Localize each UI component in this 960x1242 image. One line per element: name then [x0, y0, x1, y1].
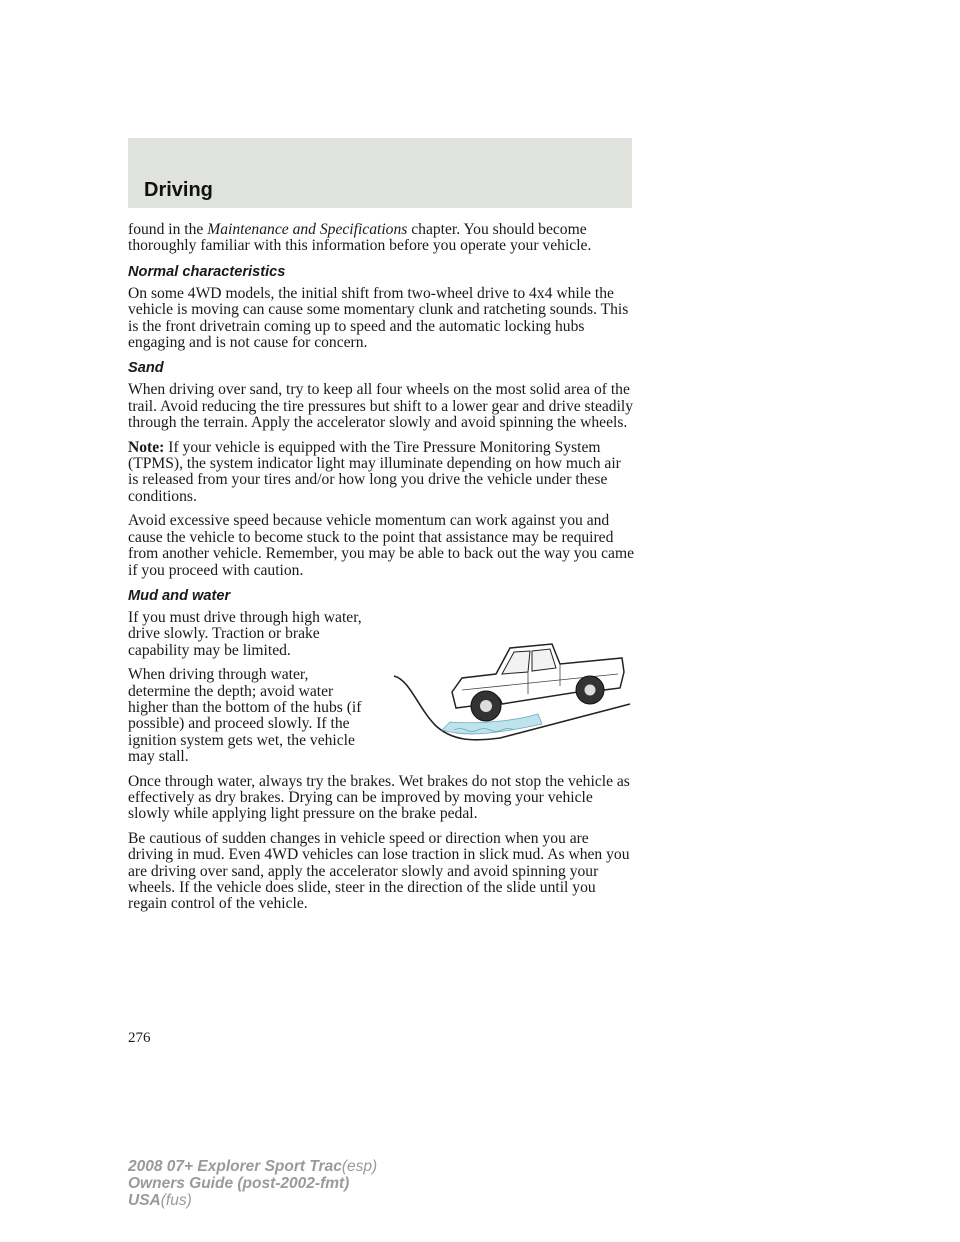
intro-paragraph	[128, 222, 634, 255]
intro-text-end: chapter. You should become thoroughly familiar with this information before you operate your vehicle.	[128, 221, 592, 255]
intro-text: found in the	[128, 221, 208, 238]
note-label: Note:	[128, 438, 165, 456]
chapter-reference: Maintenance and Specifications	[207, 221, 408, 238]
sand-paragraph-1: When driving over sand, try to keep all four wheels on the most solid area of the trail. Avoid reducing the tire pressures but shift to a lower gear and drive steadily through the terrain. Apply the accelerator slowly and avoid spinning the wheels.	[128, 381, 634, 432]
note-text: If your vehicle is equipped with the Tire Pressure Monitoring System (TPMS), the system indicator light may illuminate depending on how much air is released from your tires and/or how long you drive the vehicle under these conditions.	[128, 438, 621, 505]
sand-paragraph-3: Avoid excessive speed because vehicle momentum can work against you and cause the vehicle to become stuck to the point that assistance may be required from another vehicle. Remember, you may be able to back out the way you came if you proceed with caution.	[128, 512, 634, 579]
section-header-band	[128, 138, 632, 208]
mud-paragraph-2: When driving through water, determine the depth; avoid water higher than the bottom of the hubs (if possible) and proceed slowly. If the ignition system gets wet, the vehicle may stall.	[128, 666, 362, 766]
footer-guide-type: Owners Guide (post-2002-fmt)	[128, 1175, 350, 1192]
normal-paragraph: On some 4WD models, the initial shift from two-wheel drive to 4x4 while the vehicle is moving can cause some momentary clunk and ratcheting sounds. This is the front drivetrain coming up to speed and the automatic locking hubs engaging and is not cause for concern.	[128, 284, 629, 352]
footer-line-1	[128, 1158, 377, 1175]
footer-market-code: (fus)	[160, 1192, 192, 1209]
footer-model-code: (esp)	[341, 1158, 378, 1175]
heading-sand: Sand	[128, 360, 164, 377]
document-footer	[128, 1158, 377, 1209]
mud-paragraph-4: Be cautious of sudden changes in vehicle speed or direction when you are driving in mud. Even 4WD vehicles can lose traction in slick mud. As when you are driving over sand, apply the accelerator slowly and avoid spinning your wheels. If the vehicle does slide, steer in the direction of the slide until you regain control of the vehicle.	[128, 829, 630, 913]
section-title: Driving	[144, 179, 213, 201]
footer-model: 2008 07+ Explorer Sport Trac	[128, 1158, 342, 1175]
mud-narrow-column	[128, 610, 368, 766]
footer-line-2	[128, 1175, 377, 1192]
page-number: 276	[128, 1030, 151, 1046]
page-content	[128, 222, 634, 921]
sand-note	[128, 440, 634, 506]
heading-normal-characteristics: Normal characteristics	[128, 263, 286, 280]
mud-paragraph-3: Once through water, always try the brakes. Wet brakes do not stop the vehicle as effectively as dry brakes. Drying can be improved by moving your vehicle slowly while applying light pressure on the brake pedal.	[128, 772, 630, 823]
footer-line-3	[128, 1192, 377, 1209]
mud-water-block	[128, 610, 634, 766]
mud-paragraph-1: If you must drive through high water, drive slowly. Traction or brake capability may be limited.	[128, 608, 362, 659]
heading-mud-and-water: Mud and water	[128, 587, 231, 604]
truck-in-water-illustration	[392, 618, 632, 758]
footer-market: USA	[128, 1192, 161, 1209]
